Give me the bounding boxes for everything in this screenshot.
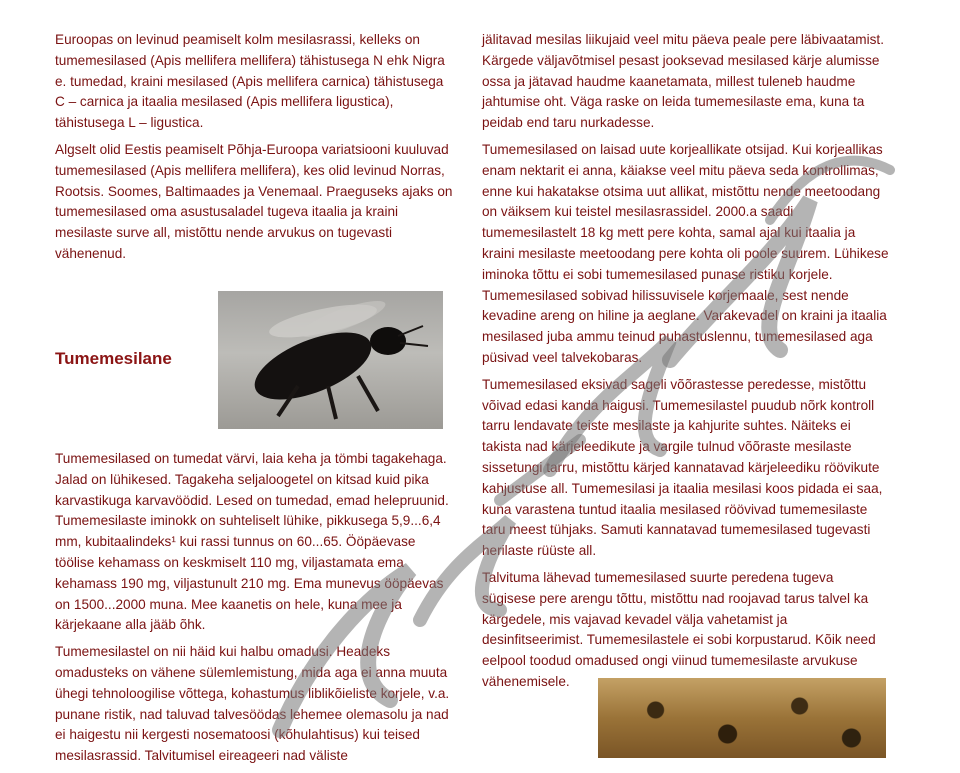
left-column-bottom: [55, 449, 455, 773]
paragraph: Algselt olid Eestis peamiselt Põhja-Euroopa variatsiooni kuuluvad tumemesilased (Apis mellifera mellifera), kes olid levinud Norras, Rootsis. Soomes, Baltimaades ja Venemaal. Praeguseks ajaks on tumemesilased oma asustusaladel tugeva itaalia ja kraini mesilaste surve all, mistõttu nende arvukus on tugevasti vähenenud.: [55, 141, 453, 261]
paragraph: Talvituma lähevad tumemesilased suurte peredena tugeva sügisese pere arengu tõttu, mistõttu nad roojavad tarus talvel ka kärgedele, mis vajavad kevadel välja vahetamist ja desinfitseerimist. Tumemesilastele ei sobi korpustarud. Kõik need eelpool toodud omadused ongi viinud tumemesilaste arvukuse vähenemisele.: [482, 569, 876, 689]
paragraph: Tumemesilased on laisad uute korjeallikate otsijad. Kui korjeallikas enam nektarit ei anna, käiakse veel mitu päeva seda kontrollimas, enne kui hakatakse otsima uut allikat, mistõttu nende meetoodang on väiksem kui teistel mesilasrassidel. 2000.a saadi tumemesilastelt 18 kg mett pere kohta, samal ajal kui itaalia ja kraini mesilaste meetoodang pere kohta oli poole suurem. Lühikese iminoka tõttu ei sobi tumemesilased punase ristiku korjele. Tumemesilased sobivad hilissuvisele korjemaale, sest nende kevadine areng on hiline ja aeglane. Varakevadel on kraini ja itaalia mesilased juba ammu teinud puhastuslennu, tumemesilased aga püsivad veel talvekobaras.: [482, 141, 889, 365]
paragraph: jälitavad mesilas liikujaid veel mitu päeva peale pere läbivaatamist. Kärgede väljavõtmisel pesast jooksevad mesilased kärje alumisse ossa ja jätavad haudme kaanetamata, millest tuleneb haudme jahtumise oht. Väga raske on leida tumemesilaste ema, kuna ta peidab end taru nurkadesse.: [482, 32, 884, 131]
right-column: [482, 30, 890, 699]
honeycomb-bees-photo: [598, 678, 886, 758]
paragraph: Tumemesilased eksivad sageli võõrastesse peredesse, mistõttu võivad edasi kanda haigusi. Tumemesilastel puudub nõrk kontroll tarru lendavate teiste mesilaste ja kahjurite suhtes. Näiteks ei takista nad kärjeleedikute ja vargile tulnud võõraste mesilaste sissetungi tarru, mistõttu kärjed kannatavad kärjeleediku röövikute kahjustuse all. Tumemesilasi ja itaalia mesilasi koos pidada ei saa, kuna varastena tuntud itaalia mesilased röövivad tumemesilaste taru meest tühjaks. Samuti kannatavad tumemesilased tugevasti herilaste rüüste all.: [482, 376, 883, 559]
left-column-top: [55, 30, 455, 271]
paragraph: Tumemesilased on tumedat värvi, laia keha ja tömbi tagakehaga. Jalad on lühikesed. Tagakeha seljaloogetel on kitsad kuid pika karvastikuga karvavöödid. Lesed on tumedad, emad helepruunid. Tumemesilaste iminokk on suhteliselt lühike, pikkusega 5,9...6,4 mm, kubitaalindeks¹ kui rassi tunnus on 60...65. Ööpäevase töölise kehamass on keskmiselt 110 mg, viljastamata ema kehamass 190 mg, viljastunult 210 mg. Ema munevus ööpäevas on 1500...2000 muna. Mee kaanetis on hele, kuna mee ja kärjekaane alla jääb õhk.: [55, 451, 449, 633]
section-heading: Tumemesilane: [55, 349, 172, 368]
dark-bee-photo: [218, 291, 443, 429]
paragraph: Euroopas on levinud peamiselt kolm mesilasrassi, kelleks on tumemesilased (Apis mellifera mellifera) tähistusega N ehk Nigra e. tumedad, kraini mesilased (Apis mellifera carnica) tähistusega C – carnica ja itaalia mesilased (Apis mellifera ligustica), tähistusega L – ligustica.: [55, 32, 445, 131]
paragraph: Tumemesilastel on nii häid kui halbu omadusi. Headeks omadusteks on vähene sülemlemistung, mida aga ei anna muuta ühegi tehnoloogilise võttega, kohastumus liblikõieliste korjele, v.a. punane ristik, nad taluvad talvesöödas lehemee olemasolu ja nad ei haigestu nii kergesti nosematoosi (kõhulahtisus) kui teised mesilasrassid. Talvitumisel eireageeri nad väliste: [55, 644, 450, 764]
